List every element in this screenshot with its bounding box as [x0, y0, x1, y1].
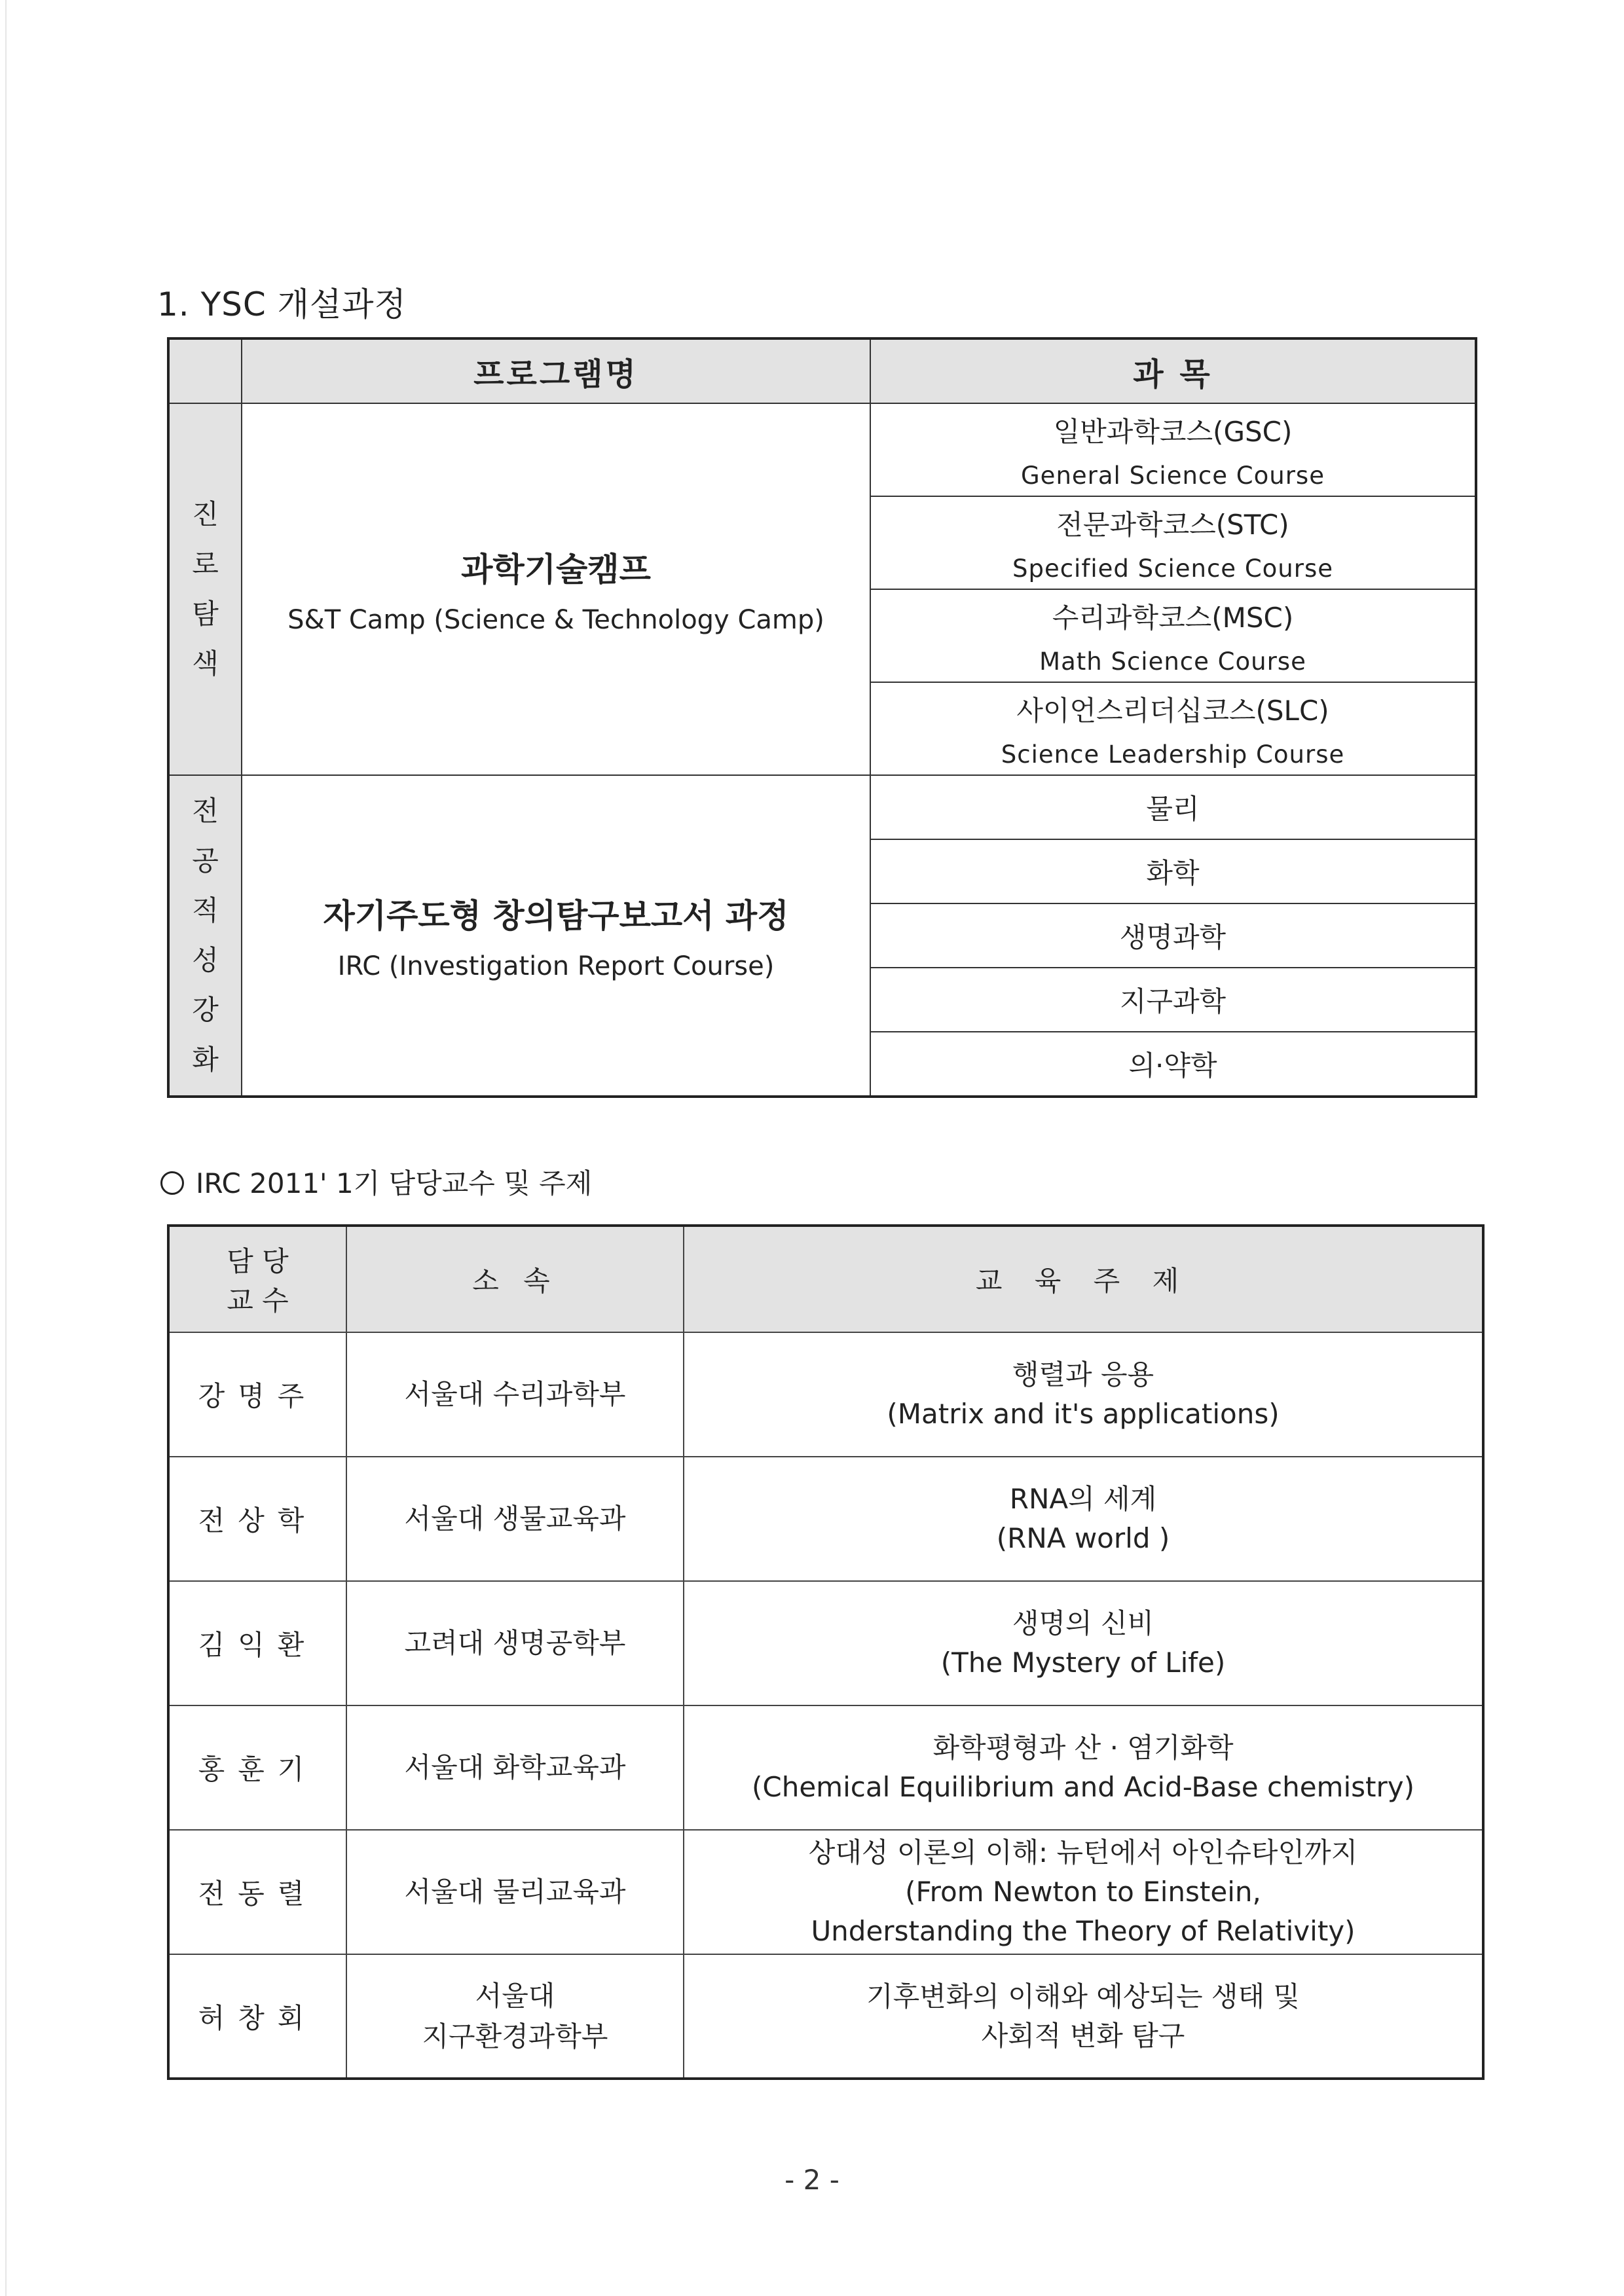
- professor-table: [167, 1224, 1485, 2080]
- page-number: - 2 -: [784, 2164, 840, 2196]
- department: 서울대 화학교육과: [346, 1705, 684, 1830]
- course-cell: 전문과학코스(STC) Specified Science Course: [870, 496, 1476, 589]
- header-subject: 과 목: [870, 338, 1476, 403]
- side-label-career: 진 로 탐 색: [168, 403, 242, 775]
- topic: 기후변화의 이해와 예상되는 생태 및 사회적 변화 탐구: [684, 1954, 1483, 2079]
- topic: RNA의 세계 (RNA world ): [684, 1457, 1483, 1581]
- professor-name: 전상학: [168, 1457, 346, 1581]
- department: 고려대 생명공학부: [346, 1581, 684, 1705]
- program-en: S&T Camp (Science & Technology Camp): [287, 605, 824, 635]
- table-row: [168, 1830, 1483, 1954]
- professor-name: 홍훈기: [168, 1705, 346, 1830]
- side-label-major: 전 공 적 성 강 화: [168, 775, 242, 1097]
- topic: 행렬과 응용 (Matrix and it's applications): [684, 1332, 1483, 1457]
- department: 서울대 지구환경과학부: [346, 1954, 684, 2079]
- course-cell: 사이언스리더십코스(SLC) Science Leadership Course: [870, 682, 1476, 775]
- subject-cell: 생명과학: [870, 903, 1476, 968]
- subject-cell: 지구과학: [870, 968, 1476, 1032]
- header-department: 소 속: [346, 1226, 684, 1332]
- header-program: 프로그램명: [242, 338, 870, 403]
- program-cell-irc: [242, 775, 870, 1097]
- table-row: [168, 1332, 1483, 1457]
- department: 서울대 물리교육과: [346, 1830, 684, 1954]
- subject-cell: 물리: [870, 775, 1476, 839]
- program-table: [167, 337, 1477, 1098]
- program-name: 과학기술캠프: [461, 551, 651, 589]
- subject-cell: 의·약학: [870, 1032, 1476, 1097]
- program-en: IRC (Investigation Report Course): [337, 951, 775, 981]
- professor-name: 강명주: [168, 1332, 346, 1457]
- header-topic: 교 육 주 제: [684, 1226, 1483, 1332]
- table-row: [168, 1581, 1483, 1705]
- table-row: [168, 1457, 1483, 1581]
- program-name: 자기주도형 창의탐구보고서 과정: [323, 897, 789, 935]
- professor-name: 김익환: [168, 1581, 346, 1705]
- department: 서울대 생물교육과: [346, 1457, 684, 1581]
- topic: 화학평형과 산 · 염기화학 (Chemical Equilibrium and Acid-Base chemistry): [684, 1705, 1483, 1830]
- professor-name: 전동렬: [168, 1830, 346, 1954]
- topic: 상대성 이론의 이해: 뉴턴에서 아인슈타인까지 (From Newton to Einstein, Understanding the Theory of Relativity): [684, 1830, 1483, 1954]
- table-row: [168, 1954, 1483, 2079]
- irc-subheading: IRC 2011' 1기 담당교수 및 주제: [160, 1162, 592, 1201]
- course-cell: 수리과학코스(MSC) Math Science Course: [870, 589, 1476, 682]
- header-blank: [168, 338, 242, 403]
- header-professor: 담 당 교 수: [168, 1226, 346, 1332]
- professor-name: 허창회: [168, 1954, 346, 2079]
- department: 서울대 수리과학부: [346, 1332, 684, 1457]
- subject-cell: 화학: [870, 839, 1476, 903]
- course-cell: 일반과학코스(GSC) General Science Course: [870, 403, 1476, 496]
- table-row: [168, 1705, 1483, 1830]
- section-heading: 1. YSC 개설과정: [157, 285, 407, 323]
- program-cell-camp: [242, 403, 870, 775]
- circle-bullet-icon: [160, 1171, 184, 1195]
- topic: 생명의 신비 (The Mystery of Life): [684, 1581, 1483, 1705]
- page-edge: [5, 0, 7, 2296]
